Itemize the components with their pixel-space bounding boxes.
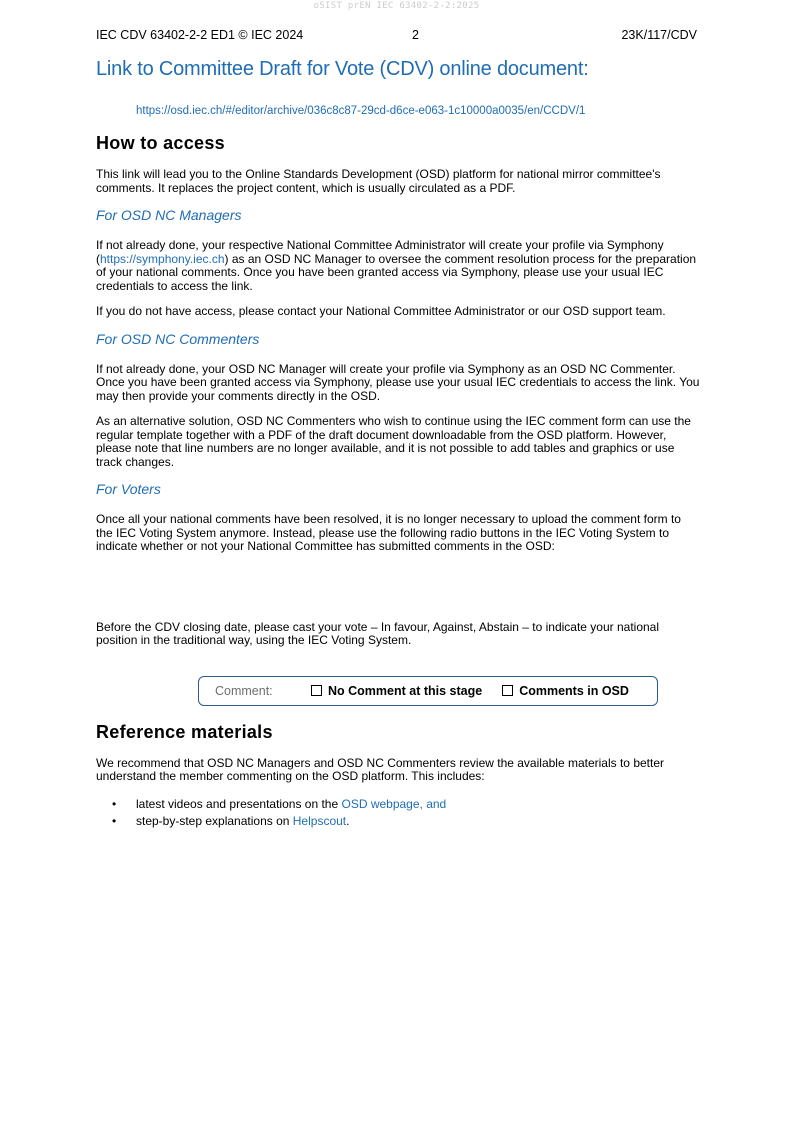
osd-webpage-link[interactable]: OSD webpage, and xyxy=(341,796,447,811)
voters-paragraph-1: Once all your national comments have been resolved, it is no longer necessary to upload the comment form to the IEC Voting System anymore. Instead, please use the following radio buttons in the IEC Voting System to indicate whether or not your National Committee has submitted comments in the OSD: xyxy=(96,512,681,553)
managers-heading: For OSD NC Managers xyxy=(96,207,242,223)
page-content xyxy=(96,58,700,830)
list-item xyxy=(112,813,700,830)
managers-paragraph-1 xyxy=(96,239,700,293)
no-comment-label: No Comment at this stage xyxy=(328,683,483,698)
reference-list xyxy=(96,796,700,830)
reference-heading: Reference materials xyxy=(96,721,273,742)
comment-radio-group xyxy=(198,676,658,706)
commenters-paragraph-2: As an alternative solution, OSD NC Commenters who wish to continue using the IEC comment form can use the regular template together with a PDF of the draft document downloadable from the OSD platform. However, please note that line numbers are no longer available, and it is not possible to add tables and graphics or use track changes. xyxy=(96,414,691,469)
cdv-document-link[interactable]: https://osd.iec.ch/#/editor/archive/036c8c87-29cd-d6ce-e063-1c10000a0035/en/CCDV/1 xyxy=(136,105,586,117)
no-comment-option[interactable] xyxy=(311,684,482,698)
list-item-text: step-by-step explanations on xyxy=(136,813,293,828)
list-item xyxy=(112,796,700,813)
commenters-paragraph-1: If not already done, your OSD NC Manager will create your profile via Symphony as an OSD NC Commenter. Once you have been granted access via Symphony, please use your usual IEC credentials to access the link. You may then provide your comments directly in the OSD. xyxy=(96,361,700,403)
checkbox-no-comment[interactable] xyxy=(311,685,322,696)
helpscout-link[interactable]: Helpscout xyxy=(292,813,347,828)
how-to-access-heading: How to access xyxy=(96,133,225,153)
checkbox-comments-in-osd[interactable] xyxy=(502,685,513,696)
voters-heading: For Voters xyxy=(96,481,161,497)
header-page-number: 2 xyxy=(412,28,419,42)
header-reference: 23K/117/CDV xyxy=(621,28,697,42)
header-document-id: IEC CDV 63402-2-2 ED1 © IEC 2024 xyxy=(96,28,304,42)
managers-p1-text-after: ) as an OSD NC Manager to oversee the comment resolution process for the preparation of your national comments. Once you have been granted access via Symphony, please use your usual IEC credentials to access the link. xyxy=(96,251,697,293)
comments-in-osd-option[interactable] xyxy=(502,684,629,698)
how-to-access-intro: This link will lead you to the Online Standards Development (OSD) platform for national mirror committee's comments. It replaces the project content, which is usually circulated as a PDF. xyxy=(96,167,661,195)
managers-paragraph-2: If you do not have access, please contact your National Committee Administrator or our OSD support team. xyxy=(96,304,666,318)
comments-in-osd-label: Comments in OSD xyxy=(519,683,629,698)
symphony-link[interactable]: https://symphony.iec.ch xyxy=(100,251,225,266)
bullet-icon: • xyxy=(112,796,117,811)
managers-p1-text-before: If not already done, your respective National Committee Administrator will create your profile via Symphony ( xyxy=(96,238,664,266)
cdv-link-title: Link to Committee Draft for Vote (CDV) online document: xyxy=(96,58,589,80)
list-item-text: latest videos and presentations on the xyxy=(136,796,342,811)
list-item-punctuation: . xyxy=(346,813,350,828)
bullet-icon: • xyxy=(112,813,117,828)
voters-paragraph-2: Before the CDV closing date, please cast your vote – In favour, Against, Abstain – to indicate your national position in the traditional way, using the IEC Voting System. xyxy=(96,619,660,647)
watermark: oSIST prEN IEC 63402-2-2:2025 xyxy=(313,1,480,11)
comment-label: Comment: xyxy=(215,683,273,698)
reference-intro: We recommend that OSD NC Managers and OSD NC Commenters review the available materials to better understand the member commenting on the OSD platform. This includes: xyxy=(96,755,665,783)
commenters-heading: For OSD NC Commenters xyxy=(96,330,260,347)
